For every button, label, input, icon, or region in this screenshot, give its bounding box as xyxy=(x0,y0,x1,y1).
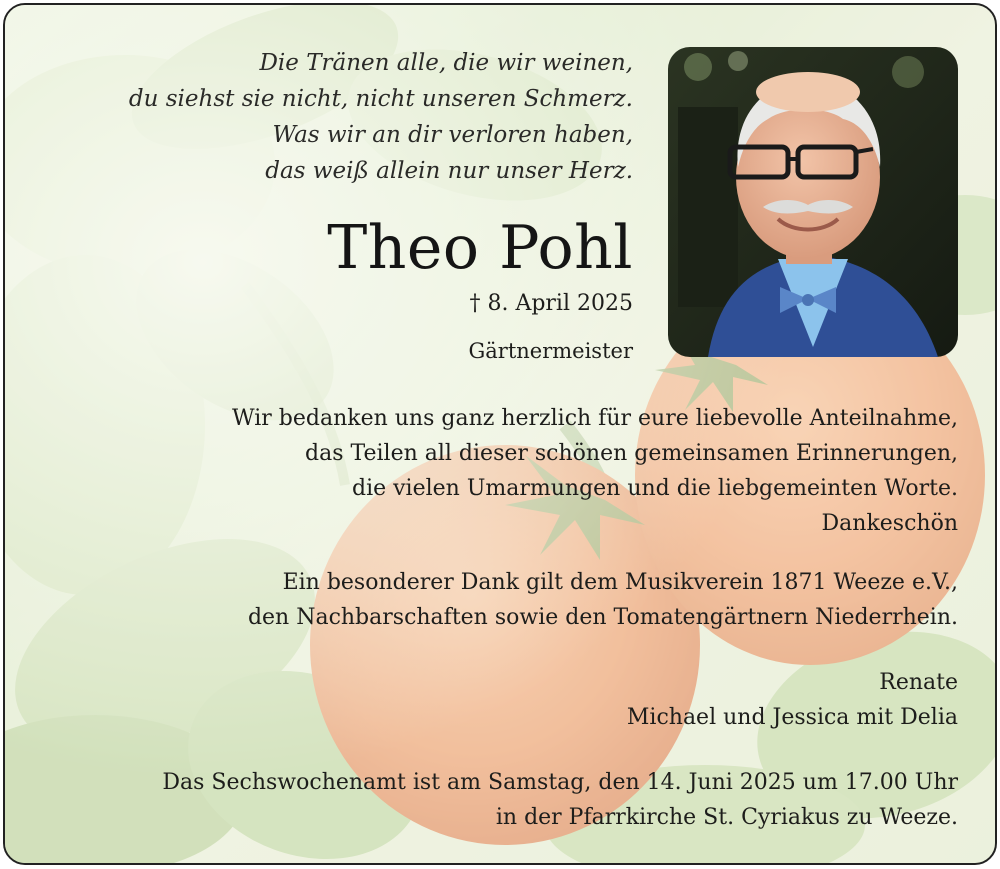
deceased-name: Theo Pohl xyxy=(327,213,633,283)
memorial-poem xyxy=(129,45,633,189)
poem-line: Die Tränen alle, die wir weinen, xyxy=(259,50,633,76)
poem-line: das weiß allein nur unser Herz. xyxy=(265,158,633,184)
service-line: Das Sechswochenamt ist am Samstag, den 14. Juni 2025 um 17.00 Uhr xyxy=(162,770,958,795)
profession: Gärtnermeister xyxy=(468,339,633,363)
poem-line: du siehst sie nicht, nicht unseren Schmerz. xyxy=(128,86,633,112)
special-thanks-line: Ein besonderer Dank gilt dem Musikverein 1871 Weeze e.V., xyxy=(282,570,958,595)
poem-line: Was wir an dir verloren haben, xyxy=(272,122,633,148)
family-signers xyxy=(627,665,958,735)
obituary-card xyxy=(3,3,997,865)
signer-line: Michael und Jessica mit Delia xyxy=(626,705,958,730)
thanks-line: Wir bedanken uns ganz herzlich für eure liebevolle Anteilnahme, xyxy=(232,406,958,431)
signer-line: Renate xyxy=(879,670,958,695)
portrait-photo xyxy=(668,47,958,357)
service-notice xyxy=(162,765,958,835)
thanks-line: Dankeschön xyxy=(821,511,958,536)
special-thanks-line: den Nachbarschaften sowie den Tomatengärtnern Niederrhein. xyxy=(247,605,958,630)
thanks-line: das Teilen all dieser schönen gemeinsamen Erinnerungen, xyxy=(305,441,958,466)
special-thanks xyxy=(248,565,958,635)
thanks-message xyxy=(232,401,958,541)
thanks-line: die vielen Umarmungen und die liebgemeinten Worte. xyxy=(352,476,958,501)
death-date: † 8. April 2025 xyxy=(469,291,633,316)
service-line: in der Pfarrkirche St. Cyriakus zu Weeze. xyxy=(495,805,958,830)
